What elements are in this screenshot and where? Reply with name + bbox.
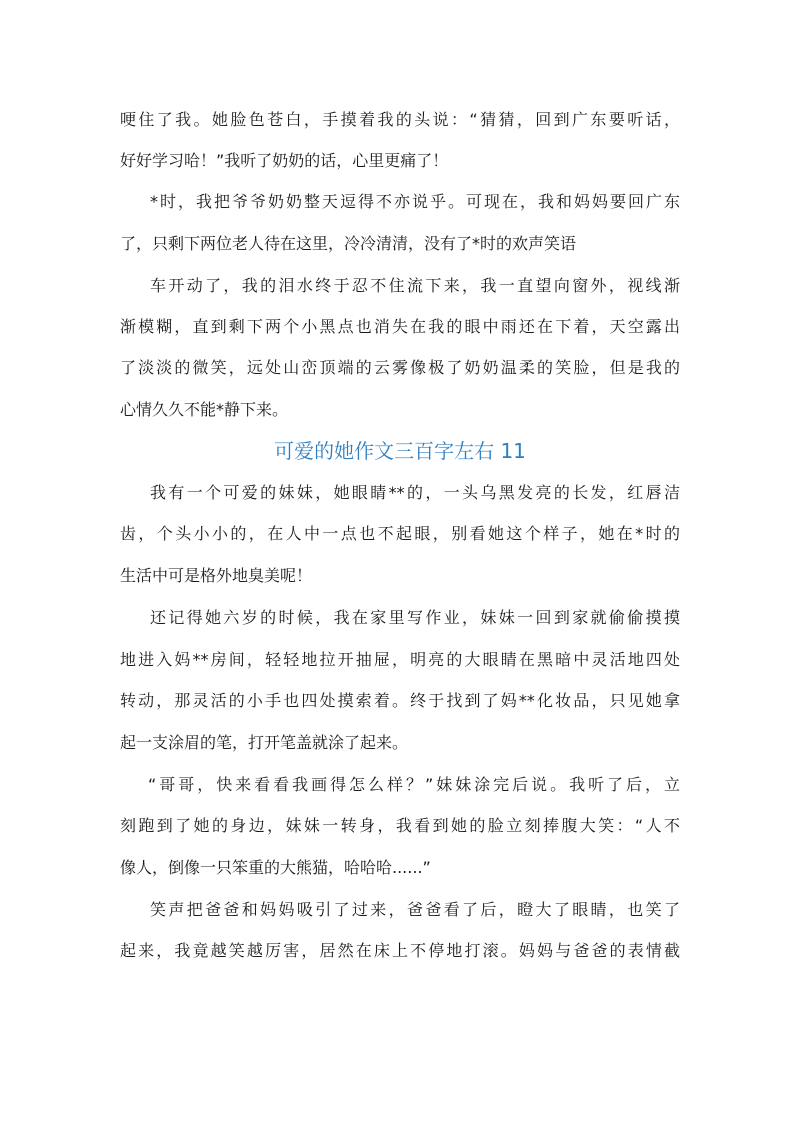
paragraph-line: 哽住了我。她脸色苍白，手摸着我的头说：“猜猜，回到广东要听话，	[120, 110, 680, 129]
paragraph-line: 起一支涂眉的笔，打开笔盖就涂了起来。	[120, 733, 409, 752]
paragraph-line: 起来，我竟越笑越厉害，居然在床上不停地打滚。妈妈与爸爸的表情截	[120, 941, 680, 960]
paragraph-line: 地进入妈**房间，轻轻地拉开抽屉，明亮的大眼睛在黑暗中灵活地四处	[120, 650, 680, 669]
paragraph-line: *时，我把爷爷奶奶整天逗得不亦说乎。可现在，我和妈妈要回广东	[150, 192, 680, 211]
paragraph-line: 齿，个头小小的，在人中一点也不起眼，别看她这个样子，她在*时的	[120, 524, 680, 543]
paragraph-line: 车开动了，我的泪水终于忍不住流下来，我一直望向窗外，视线渐	[150, 276, 680, 295]
paragraph-line: 笑声把爸爸和妈妈吸引了过来，爸爸看了后，瞪大了眼睛，也笑了	[150, 900, 680, 919]
paragraph-line: 了，只剩下两位老人待在这里，冷冷清清，没有了*时的欢声笑语	[120, 234, 577, 253]
paragraph-line: 好好学习哈！”我听了奶奶的话，心里更痛了！	[120, 151, 449, 170]
paragraph-line: “哥哥，快来看看我画得怎么样？”妹妹涂完后说。我听了后，立	[148, 775, 680, 794]
paragraph-line: 渐模糊，直到剩下两个小黑点也消失在我的眼中雨还在下着，天空露出	[120, 317, 680, 336]
paragraph-line: 刻跑到了她的身边，妹妹一转身，我看到她的脸立刻捧腹大笑：“人不	[120, 816, 680, 835]
paragraph-line: 了淡淡的微笑，远处山峦顶端的云雾像极了奶奶温柔的笑脸，但是我的	[120, 358, 680, 377]
paragraph-line: 心情久久不能*静下来。	[120, 400, 289, 419]
paragraph-line: 生活中可是格外地臭美呢！	[120, 566, 313, 585]
paragraph-line: 我有一个可爱的妹妹，她眼睛**的，一头乌黑发亮的长发，红唇洁	[150, 483, 680, 502]
section-heading: 可爱的她作文三百字左右 11	[274, 439, 526, 463]
paragraph-line: 转动，那灵活的小手也四处摸索着。终于找到了妈**化妆品，只见她拿	[120, 691, 680, 710]
paragraph-line: 像人，倒像一只笨重的大熊猫，哈哈哈......”	[120, 858, 431, 877]
paragraph-line: 还记得她六岁的时候，我在家里写作业，妹妹一回到家就偷偷摸摸	[150, 608, 680, 627]
